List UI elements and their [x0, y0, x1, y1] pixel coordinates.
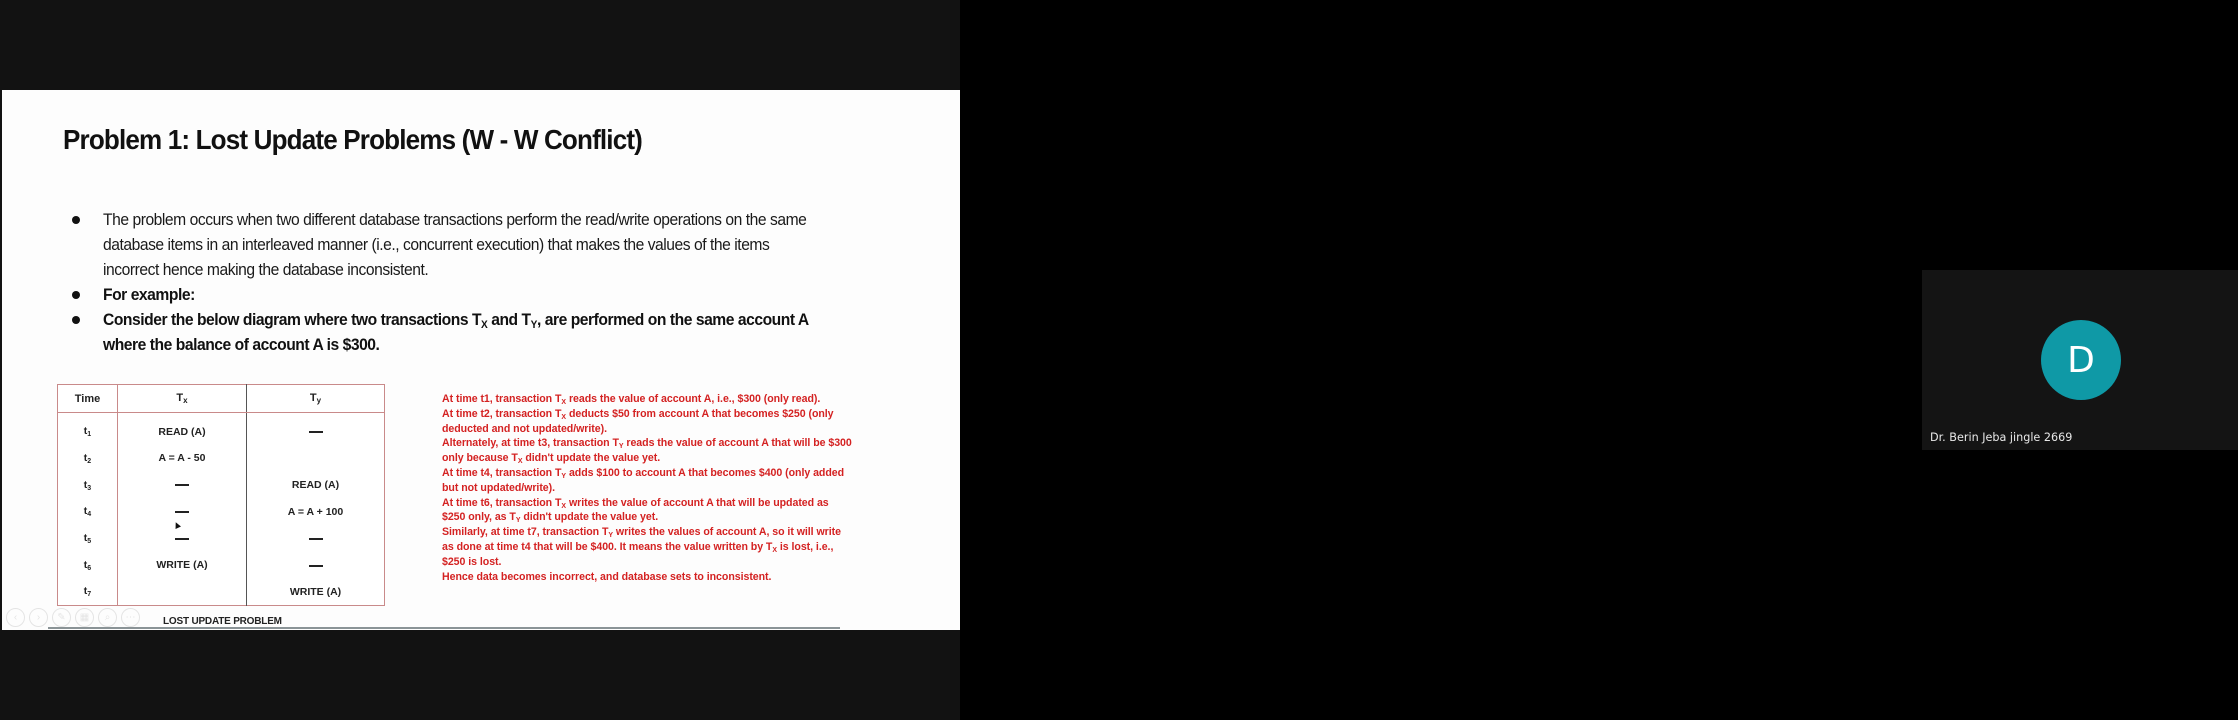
explanation-line: At time t2, transaction $T_X$ deducts $50 from account A that becomes $250 (only deducted and not updated/write). — [442, 407, 834, 435]
header-tx: Tx — [118, 385, 247, 413]
explanation-line: Similarly, at time t7, transaction $T_Y$ writes the values of account A, so it will write as done at time t4 that will be $400. It means the value written by $T_X$ is lost, i.e., $250 is lost. — [442, 526, 841, 568]
more-options-icon[interactable]: ⋯ — [121, 608, 140, 627]
time-cell: t4 — [58, 498, 118, 525]
tx-cell — [118, 472, 247, 499]
explanation-line: At time t6, transaction $T_X$ writes the value of account A that will be updated as $250 only, as $T_Y$ didn't update the value yet. — [442, 496, 829, 525]
table-row — [58, 552, 385, 579]
table-caption: LOST UPDATE PROBLEM — [163, 616, 282, 627]
time-cell: t3 — [58, 472, 118, 499]
explanation-line: Alternately, at time t3, transaction $T_Y$ reads the value of account A that will be $300 only because $T_X$ didn't update the value yet. — [442, 437, 852, 466]
table-row — [58, 472, 385, 499]
ty-cell — [247, 413, 385, 445]
explanation-line: At time t1, transaction $T_X$ reads the value of account A, i.e., $300 (only read). — [442, 393, 821, 406]
explanation-text — [442, 392, 852, 584]
bullet-list — [70, 207, 830, 357]
table-row — [58, 525, 385, 552]
time-cell: t6 — [58, 552, 118, 579]
tx-cell: WRITE (A) — [118, 552, 247, 579]
header-time: Time — [58, 385, 118, 413]
bullet-problem-description: The problem occurs when two different database transactions perform the read/write operations on the same database items in an interleaved manner (i.e., concurrent execution) that makes the values of the items incorrect hence making the database inconsistent. — [70, 207, 830, 282]
dash-icon — [175, 511, 189, 513]
bullet-for-example: For example: — [70, 282, 830, 307]
avatar: D — [2041, 320, 2121, 400]
tx-cell — [118, 579, 247, 606]
ty-cell — [247, 552, 385, 579]
ty-cell: READ (A) — [291, 479, 340, 492]
dash-icon — [309, 431, 323, 433]
dash-icon — [175, 484, 189, 486]
tx-cell: A = A - 50 — [118, 445, 247, 472]
table-row — [58, 413, 385, 445]
tx-cell — [118, 525, 247, 552]
participants-panel — [960, 0, 2095, 720]
dash-icon — [309, 538, 323, 540]
explanation-line: At time t4, transaction $T_Y$ adds $100 to account A that becomes $400 (only added but not updated/write). — [442, 466, 845, 494]
next-slide-icon[interactable]: › — [29, 608, 48, 627]
participant-name: Dr. Berin Jeba jingle 2669 — [1930, 431, 2073, 444]
bullet-consider-diagram: Consider the below diagram where two transactions $T_X$ and $T_Y$, are performed on the same account A where the balance of account A is $300. — [70, 307, 830, 357]
slides-grid-icon[interactable]: ▦ — [75, 608, 94, 627]
participant-tile[interactable] — [1922, 270, 2238, 450]
table-header-row — [58, 385, 385, 413]
screen-share-stage — [0, 0, 960, 720]
pen-icon[interactable]: ✎ — [52, 608, 71, 627]
ty-cell — [247, 525, 385, 552]
zoom-icon[interactable]: ⌕ — [98, 608, 117, 627]
ty-cell: A = A + 100 — [287, 505, 344, 518]
previous-slide-icon[interactable]: ‹ — [6, 608, 25, 627]
tx-cell — [118, 498, 247, 525]
time-cell: t7 — [58, 579, 118, 606]
time-cell: t1 — [58, 413, 118, 445]
time-cell: t5 — [58, 525, 118, 552]
tx-cell: READ (A) — [118, 413, 247, 445]
dash-icon — [175, 538, 189, 540]
dash-icon — [309, 565, 323, 567]
slide-title: Problem 1: Lost Update Problems (W - W Conflict) — [63, 124, 643, 155]
presentation-slide — [2, 90, 960, 630]
table-row — [58, 579, 385, 606]
table-row — [58, 445, 385, 472]
lost-update-table — [57, 384, 385, 606]
ty-cell — [247, 445, 385, 472]
divider — [48, 627, 840, 629]
time-cell: t2 — [58, 445, 118, 472]
header-ty: Ty — [247, 385, 385, 413]
table-row — [58, 498, 385, 525]
explanation-line: Hence data becomes incorrect, and database sets to inconsistent. — [442, 570, 772, 583]
slide-toolbar — [6, 608, 140, 627]
ty-cell: WRITE (A) — [289, 585, 342, 598]
